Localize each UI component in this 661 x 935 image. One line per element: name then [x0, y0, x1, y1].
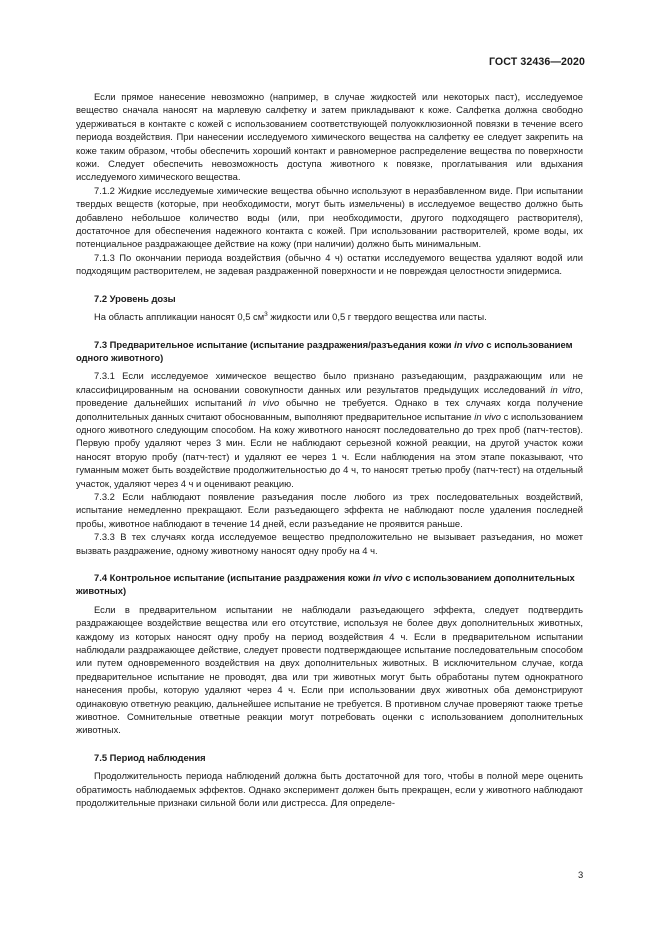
- page-number: 3: [578, 869, 584, 880]
- heading-7-3: [76, 338, 583, 365]
- heading-7-5: 7.5 Период наблюдения: [94, 751, 206, 763]
- paragraph-7-5: Продолжительность периода наблюдений должна быть достаточной для того, чтобы в полной мере оценить обратимость наблюдаемых эффектов. Однако эксперимент должен быть прекращен, если у животного наблюдают продолжительные признаки сильной боли или дистресса. Для определе-: [76, 770, 583, 809]
- italic-run: in vitro: [550, 383, 581, 395]
- heading-7-4: [76, 571, 583, 598]
- document-body: [76, 90, 583, 810]
- cubic-superscript: 3: [264, 310, 268, 318]
- dose-text-end: жидкости или 0,5 г твердого вещества или пасты.: [267, 311, 487, 323]
- heading-7-2: 7.2 Уровень дозы: [94, 292, 176, 304]
- text-run: , проведение дальнейших испытаний: [76, 383, 583, 409]
- paragraph-7-1-2: 7.1.2 Жидкие исследуемые химические вещества обычно используют в неразбавленном виде. При испытании твердых веществ (которые, при необходимости, могут быть измельчены) в исследуемое вещество должно быть добавлено небольшое количество воды (или, при необходимости, другого подходящего растворителя), достаточное для обеспечения надежного контакта с кожей. При использовании растворителей, кроме воды, их потенциальное раздражающее действие на кожу (при наличии) должно быть минимальным.: [76, 184, 583, 250]
- dose-text-start: На область аппликации наносят 0,5 см: [94, 311, 265, 323]
- paragraph-7-4: Если в предварительном испытании не наблюдали разъедающего эффекта, следует подтвердить раздражающее воздействие вещества или его отсутствие, используя не более двух дополнительных животных, каждому из которых наносят одну пробу на период воздействия 4 ч. Если в предварительном испытании наблюдали раздражающее действие, следует провести подтверждающее испытание последовательным способом или путем одновременного воздействия на двух дополнительных животных. В исключительном случае, когда предварительное испытание не проводят, два или три животных могут быть обработаны путем однократного нанесения пробы, которую удаляют через 4 ч. Если при использовании двух животных оба демонстрируют одинаковую ответную реакцию, дальнейшее испытание не требуется. В противном случае проверяют также третье животное. Сомнительные ответные реакции могут потребовать оценки с использованием дополнительных животных.: [76, 603, 583, 736]
- standard-number: ГОСТ 32436—2020: [488, 56, 585, 68]
- paragraph-patch-application: Если прямое нанесение невозможно (например, в случае жидкостей или некоторых паст), исследуемое вещество сначала наносят на марлевую салфетку и затем прикладывают к коже. Салфетка должна свободно удерживаться в контакте с кожей с использованием соответствующей полуокклюзионной повязки в течение всего периода воздействия. При нанесении исследуемого химического вещества на салфетку ее следует закрепить на коже таким образом, чтобы обеспечить хороший контакт и равномерное распределение вещества по поверхности кожи. Следует обеспечить невозможность доступа животного к повязке, проглатывания или вдыхания исследуемого химического вещества.: [76, 91, 583, 183]
- italic-run: in vivo: [474, 410, 501, 422]
- paragraph-7-3-1: [76, 369, 583, 490]
- paragraph-dose: [76, 310, 583, 323]
- heading-7-4-italic: in vivo: [373, 572, 403, 583]
- heading-7-4-part: 7.4 Контрольное испытание (испытание раздражения кожи: [94, 572, 374, 583]
- paragraph-7-3-3: 7.3.3 В тех случаях когда исследуемое вещество предположительно не вызывает разъедания, но может вызвать раздражение, одному животному наносят одну пробу на 4 ч.: [76, 531, 583, 556]
- italic-run: in vivo: [248, 397, 280, 409]
- heading-7-3-part: 7.3 Предварительное испытание (испытание раздражения/разъедания кожи: [94, 338, 455, 350]
- text-run: обычно не требуется. Однако в тех случаях когда получение дополнительных данных считают обоснованным, выполняют предварительное испытание: [76, 397, 584, 422]
- heading-7-3-part: с использованием одного животного): [76, 338, 573, 363]
- paragraph-7-3-2: 7.3.2 Если наблюдают появление разъедания после любого из трех последовательных воздействий, испытание немедленно прекращают. Если разъедающего эффекта не наблюдают после удаления последней пробы, животное наблюдают в течение 14 дней, если разъедание не проявится раньше.: [76, 490, 583, 529]
- text-run: 7.3.1 Если исследуемое химическое вещество было признано разъедающим, раздражающим или не классифицированным на основании совокупности данных или результатов предыдущих исследований: [76, 370, 583, 395]
- text-run: с использованием одного животного следующим способом. На кожу животного наносят последовательно до трех проб (патч-тестов). Первую пробу удаляют через 3 мин. Если не наблюдают серьезной кожной реакции, на другой участок кожи наносят вторую пробу (патч-тест) и удаляют ее через 1 ч. Если наблюдения на этом этапе показывают, что гуманным может быть воздействие продолжительностью до 4 ч, то наносят третью пробу (патч-тест) на отдельный участок, удаляют через 4 ч и оценивают реакцию.: [76, 410, 583, 489]
- heading-7-3-italic: in vivo: [454, 338, 484, 350]
- paragraph-7-1-3: 7.1.3 По окончании периода воздействия (обычно 4 ч) остатки исследуемого вещества удаляют водой или подходящим растворителем, не задевая раздраженной поверхности и не повреждая целостности эпидермиса.: [76, 251, 583, 277]
- heading-7-4-part: с использованием дополнительных животных): [76, 572, 575, 597]
